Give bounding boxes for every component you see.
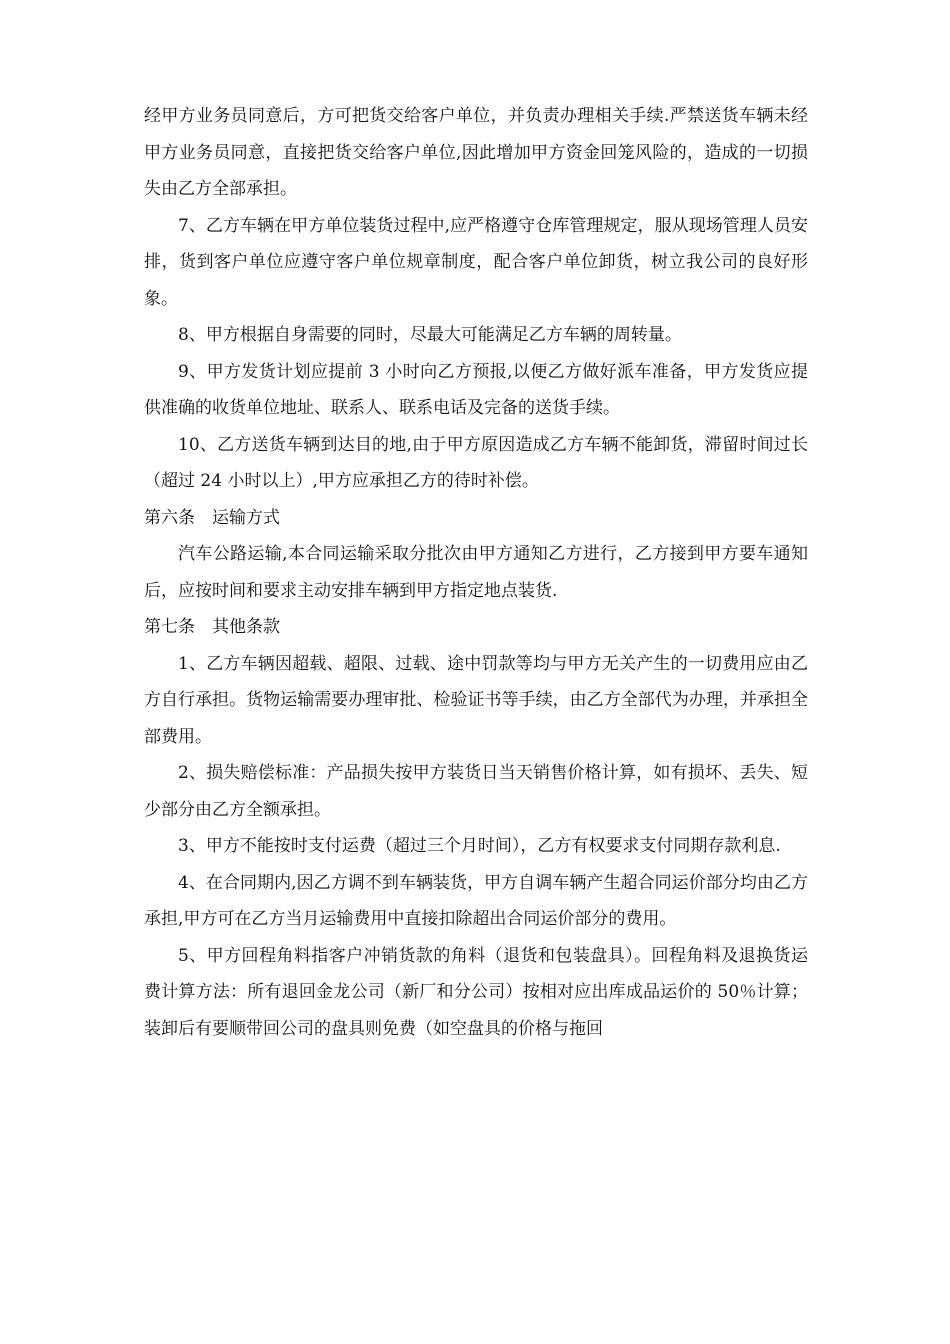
clause-10: 10、乙方送货车辆到达目的地,由于甲方原因造成乙方车辆不能卸货，滞留时间过长（超过 24 小时以上）,甲方应承担乙方的待时补偿。 bbox=[144, 434, 808, 491]
clause-7: 7、乙方车辆在甲方单位装货过程中,应严格遵守仓库管理规定，服从现场管理人员安排，货到客户单位应遵守客户单位规章制度，配合客户单位卸货，树立我公司的良好形象。 bbox=[144, 215, 808, 309]
article-7-heading: 第七条 其他条款 bbox=[144, 617, 280, 637]
article-7-clause-2: 2、损失赔偿标准：产品损失按甲方装货日当天销售价格计算，如有损坏、丢失、短少部分由乙方全额承担。 bbox=[144, 763, 808, 820]
article-7-clause-5: 5、甲方回程角料指客户冲销货款的角料（退货和包装盘具）。回程角料及退换货运费计算方法：所有退回金龙公司（新厂和分公司）按相对应出库成品运价的 50％计算；装卸后有要顺带回公司的盘具则免费（如空盘具的价格与拖回 bbox=[144, 945, 808, 1039]
article-7-clause-3: 3、甲方不能按时支付运费（超过三个月时间），乙方有权要求支付同期存款利息. bbox=[178, 836, 781, 856]
document-body bbox=[144, 98, 808, 1047]
article-6-heading: 第六条 运输方式 bbox=[144, 507, 280, 528]
article-6-text: 汽车公路运输,本合同运输采取分批次由甲方通知乙方进行，乙方接到甲方要车通知后，应按时间和要求主动安排车辆到甲方指定地点装货. bbox=[144, 544, 808, 601]
paragraph-continuation: 经甲方业务员同意后，方可把货交给客户单位，并负责办理相关手续.严禁送货车辆未经甲方业务员同意，直接把货交给客户单位,因此增加甲方资金回笼风险的，造成的一切损失由乙方全部承担。 bbox=[144, 106, 808, 199]
clause-9: 9、甲方发货计划应提前 3 小时向乙方预报,以便乙方做好派车准备，甲方发货应提供准确的收货单位地址、联系人、联系电话及完备的送货手续。 bbox=[144, 361, 808, 418]
article-7-clause-1: 1、乙方车辆因超载、超限、过载、途中罚款等均与甲方无关产生的一切费用应由乙方自行承担。货物运输需要办理审批、检验证书等手续，由乙方全部代为办理，并承担全部费用。 bbox=[144, 653, 808, 747]
clause-8: 8、甲方根据自身需要的同时，尽最大可能满足乙方车辆的周转量。 bbox=[178, 325, 682, 345]
article-7-clause-4: 4、在合同期内,因乙方调不到车辆装货，甲方自调车辆产生超合同运价部分均由乙方承担,甲方可在乙方当月运输费用中直接扣除超出合同运价部分的费用。 bbox=[144, 872, 808, 929]
